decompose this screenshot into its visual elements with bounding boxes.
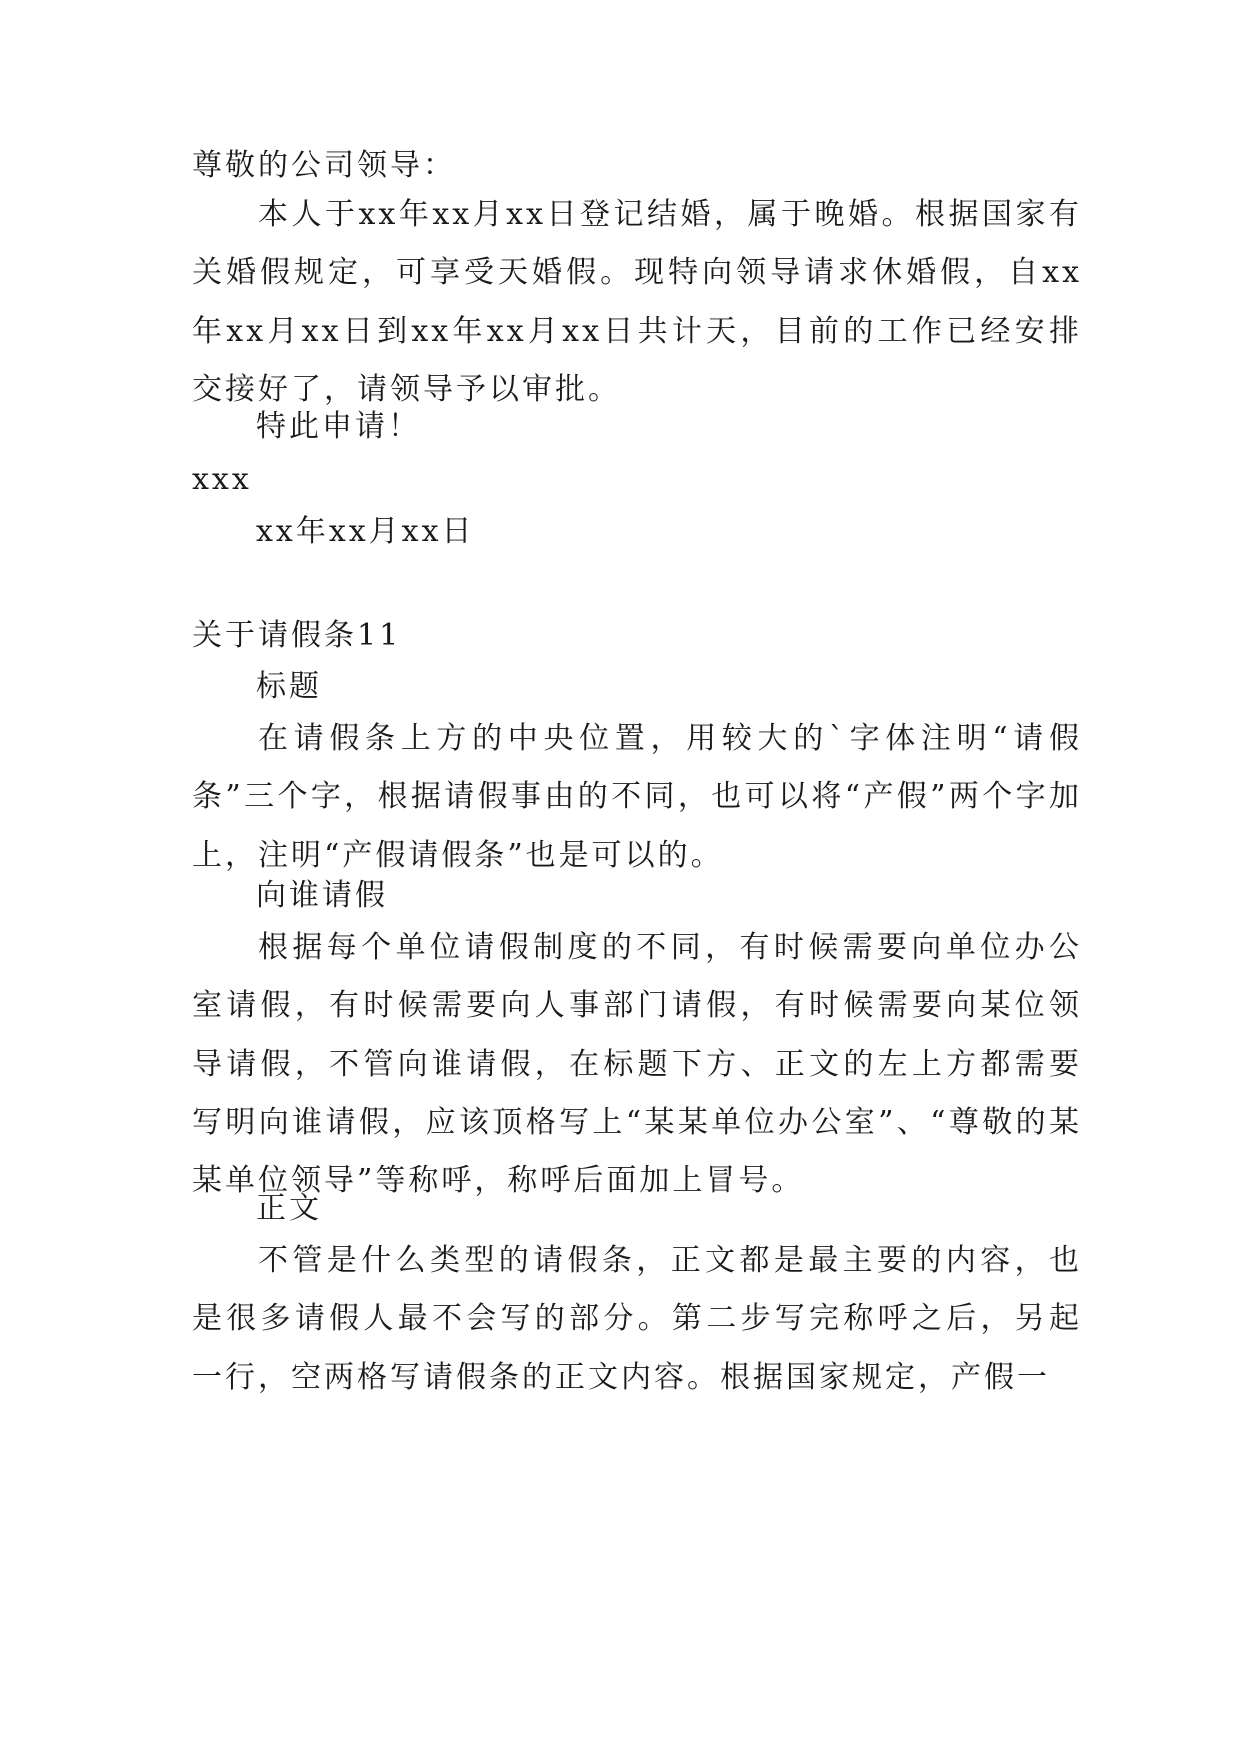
letter-date: xx年xx月xx日 <box>256 514 475 549</box>
letter-closing: 特此申请！ <box>256 409 421 444</box>
letter-signature: xxx <box>192 462 252 497</box>
article-title: 关于请假条11 <box>192 618 402 653</box>
section-text-recipient: 根据每个单位请假制度的不同，有时候需要向单位办公室请假，有时候需要向人事部门请假，有时候需要向某位领导请假，不管向谁请假，在标题下方、正文的左上方都需要写明向谁请假，应该顶格写上“某某单位办公室”、“尊敬的某某单位领导”等称呼，称呼后面加上冒号。 <box>192 930 1082 1199</box>
section-text-body: 不管是什么类型的请假条，正文都是最主要的内容，也是很多请假人最不会写的部分。第二步写完称呼之后，另起一行，空两格写请假条的正文内容。根据国家规定，产假一 <box>192 1243 1082 1395</box>
section-heading-title: 标题 <box>256 669 322 704</box>
section-heading-recipient: 向谁请假 <box>256 878 388 913</box>
letter-body: 本人于xx年xx月xx日登记结婚，属于晚婚。根据国家有关婚假规定，可享受天婚假。现特向领导请求休婚假，自xx年xx月xx日到xx年xx月xx日共计天，目前的工作已经安排交接好了，请领导予以审批。 <box>192 197 1082 407</box>
section-text-title: 在请假条上方的中央位置，用较大的`字体注明“请假条”三个字，根据请假事由的不同，也可以将“产假”两个字加上，注明“产假请假条”也是可以的。 <box>192 721 1082 873</box>
section-heading-body: 正文 <box>256 1191 322 1226</box>
letter-salutation: 尊敬的公司领导： <box>192 148 456 183</box>
